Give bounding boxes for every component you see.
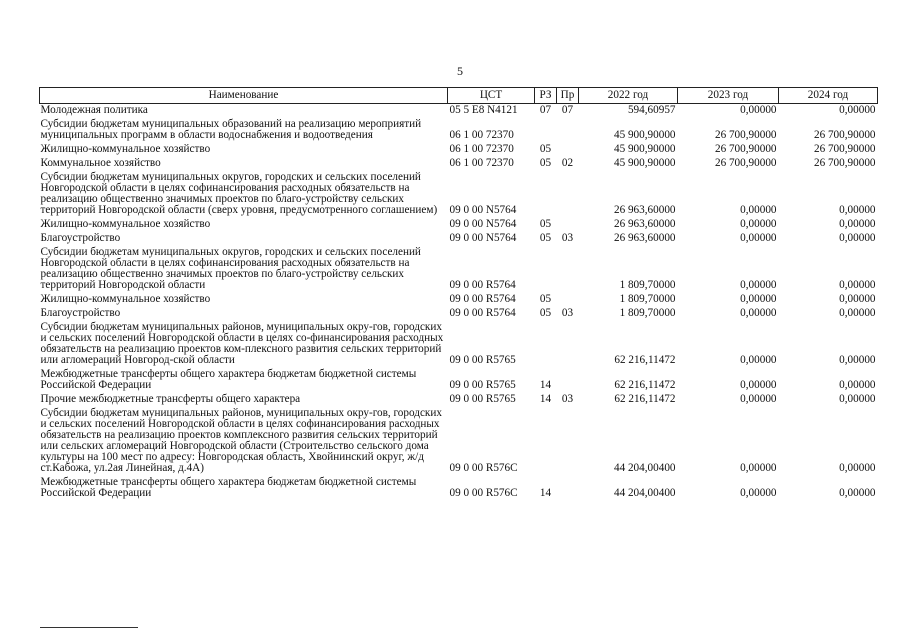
row-2023: 0,00000 (740, 104, 777, 116)
row-rz: 14 (539, 393, 552, 405)
row-cst: 09 0 00 R5765 (449, 393, 516, 405)
row-rz: 05 (539, 143, 552, 155)
table-row (40, 307, 878, 321)
row-2022: 594,60957 (627, 104, 676, 116)
row-pr (557, 246, 579, 293)
row-2023: 26 700,90000 (714, 157, 777, 169)
row-2024: 26 700,90000 (813, 157, 876, 169)
row-cst: 06 1 00 72370 (449, 143, 514, 155)
table-row (40, 368, 878, 393)
table-row (40, 393, 878, 407)
row-2024: 0,00000 (839, 307, 876, 319)
row-2022: 45 900,90000 (613, 157, 676, 169)
row-cst: 09 0 00 R5764 (449, 307, 516, 319)
row-2024: 0,00000 (839, 379, 876, 391)
table-row (40, 118, 878, 143)
row-2024: 0,00000 (839, 293, 876, 305)
row-name: Прочие межбюджетные трансферты общего характера (40, 393, 301, 405)
header-2024: 2024 год (779, 88, 878, 104)
row-cst: 06 1 00 72370 (449, 129, 514, 141)
row-2022: 1 809,70000 (619, 279, 676, 291)
table-row (40, 407, 878, 476)
row-cst: 09 0 00 R5765 (449, 379, 516, 391)
table-row (40, 232, 878, 246)
page-number: 5 (457, 64, 463, 78)
row-cst: 09 0 00 R576C (449, 462, 518, 474)
row-cst: 09 0 00 R5765 (449, 354, 516, 366)
row-2022: 44 204,00400 (613, 462, 676, 474)
row-rz: 05 (539, 293, 552, 305)
row-name: Субсидии бюджетам муниципальных районов, муниципальных окру-гов, городских и сельских поселений Новгородской области в целях со-финансирования расходных обязательств на реализацию проектов ком-плексного развития сельских территорий или агломераций Новгород-ской области (40, 321, 444, 366)
table-row (40, 143, 878, 157)
table-row (40, 476, 878, 501)
row-2022: 45 900,90000 (613, 129, 676, 141)
row-cst: 05 5 E8 N4121 (449, 104, 518, 116)
row-pr: 07 (561, 104, 574, 116)
row-pr (557, 293, 579, 307)
row-2023: 0,00000 (740, 379, 777, 391)
row-pr (557, 368, 579, 393)
row-2023: 0,00000 (740, 293, 777, 305)
table-row (40, 246, 878, 293)
row-pr (557, 476, 579, 501)
row-2024: 0,00000 (839, 393, 876, 405)
header-pr: Пр (557, 88, 579, 104)
row-rz (535, 407, 557, 476)
row-rz: 14 (539, 379, 552, 391)
row-2023: 0,00000 (740, 393, 777, 405)
row-pr (557, 143, 579, 157)
row-2024: 0,00000 (839, 232, 876, 244)
row-pr: 03 (561, 232, 574, 244)
row-rz: 05 (539, 218, 552, 230)
row-rz (535, 171, 557, 218)
row-2023: 0,00000 (740, 307, 777, 319)
header-2022: 2022 год (579, 88, 678, 104)
row-2024: 0,00000 (839, 218, 876, 230)
row-pr (557, 118, 579, 143)
row-name: Благоустройство (40, 232, 121, 244)
row-2022: 62 216,11472 (614, 393, 676, 405)
row-2022: 45 900,90000 (613, 143, 676, 155)
row-cst: 09 0 00 R5764 (449, 279, 516, 291)
header-rz: РЗ (535, 88, 557, 104)
row-name: Коммунальное хозяйство (40, 157, 161, 169)
row-2024: 26 700,90000 (813, 129, 876, 141)
row-name: Жилищно-коммунальное хозяйство (40, 218, 211, 230)
row-rz: 14 (539, 487, 552, 499)
row-2024: 0,00000 (839, 354, 876, 366)
table-row (40, 293, 878, 307)
row-2023: 0,00000 (740, 204, 777, 216)
row-2022: 26 963,60000 (613, 204, 676, 216)
row-rz (535, 321, 557, 368)
table-header-row (40, 88, 878, 104)
row-pr (557, 407, 579, 476)
row-name: Субсидии бюджетам муниципальных образований на реализацию мероприятий муниципальных программ в области водоснабжения и водоотведения (40, 118, 422, 141)
row-2022: 26 963,60000 (613, 218, 676, 230)
row-2024: 26 700,90000 (813, 143, 876, 155)
header-2023: 2023 год (678, 88, 779, 104)
row-2023: 0,00000 (740, 218, 777, 230)
row-cst: 06 1 00 72370 (449, 157, 514, 169)
row-name: Межбюджетные трансферты общего характера бюджетам бюджетной системы Российской Федерации (40, 476, 417, 499)
row-name: Субсидии бюджетам муниципальных округов, городских и сельских поселений Новгородской области в целях софинансирования расходных обязательств на реализацию общественно значимых проектов по благо-устройству сельских территорий Новгородской области (сверх уровня, предусмотренного соглашением) (40, 171, 438, 216)
row-2023: 0,00000 (740, 487, 777, 499)
table-row (40, 218, 878, 232)
row-name: Субсидии бюджетам муниципальных округов, городских и сельских поселений Новгородской области в целях софинансирования расходных обязательств на реализацию общественно значимых проектов по благо-устройству сельских территорий Новгородской области (40, 246, 421, 291)
row-rz: 05 (539, 232, 552, 244)
row-2022: 44 204,00400 (613, 487, 676, 499)
row-pr: 03 (561, 307, 574, 319)
table-row (40, 104, 878, 119)
row-name: Субсидии бюджетам муниципальных районов, муниципальных окру-гов, городских и сельских поселений Новгородской области в целях софинансирования расходных обязательств на реализацию проектов комплексного развития сельских территорий или сельских агломераций Новгородской области (Строительство сельского дома культуры на 100 мест по адресу: Новгородская область, Хвойнинский округ, ж/д ст.Кабожа, ул.2ая Линейная, д.4А) (40, 407, 442, 474)
row-2022: 26 963,60000 (613, 232, 676, 244)
row-2023: 0,00000 (740, 232, 777, 244)
row-rz: 07 (539, 104, 552, 116)
row-pr (557, 218, 579, 232)
row-name: Молодежная политика (40, 104, 148, 116)
row-2024: 0,00000 (839, 204, 876, 216)
row-name: Межбюджетные трансферты общего характера бюджетам бюджетной системы Российской Федерации (40, 368, 417, 391)
row-2024: 0,00000 (839, 104, 876, 116)
row-2022: 1 809,70000 (619, 307, 676, 319)
budget-table (39, 87, 878, 501)
row-2023: 0,00000 (740, 462, 777, 474)
row-cst: 09 0 00 R5764 (449, 293, 516, 305)
row-rz: 05 (539, 157, 552, 169)
row-2024: 0,00000 (839, 279, 876, 291)
row-name: Благоустройство (40, 307, 121, 319)
row-pr (557, 171, 579, 218)
row-rz: 05 (539, 307, 552, 319)
row-cst: 09 0 00 N5764 (449, 204, 517, 216)
row-cst: 09 0 00 N5764 (449, 232, 517, 244)
table-row (40, 157, 878, 171)
row-2023: 26 700,90000 (714, 143, 777, 155)
row-2023: 0,00000 (740, 279, 777, 291)
row-cst: 09 0 00 N5764 (449, 218, 517, 230)
row-2023: 26 700,90000 (714, 129, 777, 141)
row-pr (557, 321, 579, 368)
table-row (40, 321, 878, 368)
row-rz (535, 118, 557, 143)
row-pr: 02 (561, 157, 574, 169)
row-name: Жилищно-коммунальное хозяйство (40, 293, 211, 305)
row-2022: 62 216,11472 (614, 354, 676, 366)
header-cst: ЦСТ (448, 88, 535, 104)
row-2024: 0,00000 (839, 487, 876, 499)
row-2023: 0,00000 (740, 354, 777, 366)
row-cst: 09 0 00 R576C (449, 487, 518, 499)
row-pr: 03 (561, 393, 574, 405)
row-2022: 62 216,11472 (614, 379, 676, 391)
row-2022: 1 809,70000 (619, 293, 676, 305)
footnote-rule (40, 627, 138, 628)
row-rz (535, 246, 557, 293)
table-row (40, 171, 878, 218)
row-name: Жилищно-коммунальное хозяйство (40, 143, 211, 155)
header-name: Наименование (40, 88, 448, 104)
row-2024: 0,00000 (839, 462, 876, 474)
